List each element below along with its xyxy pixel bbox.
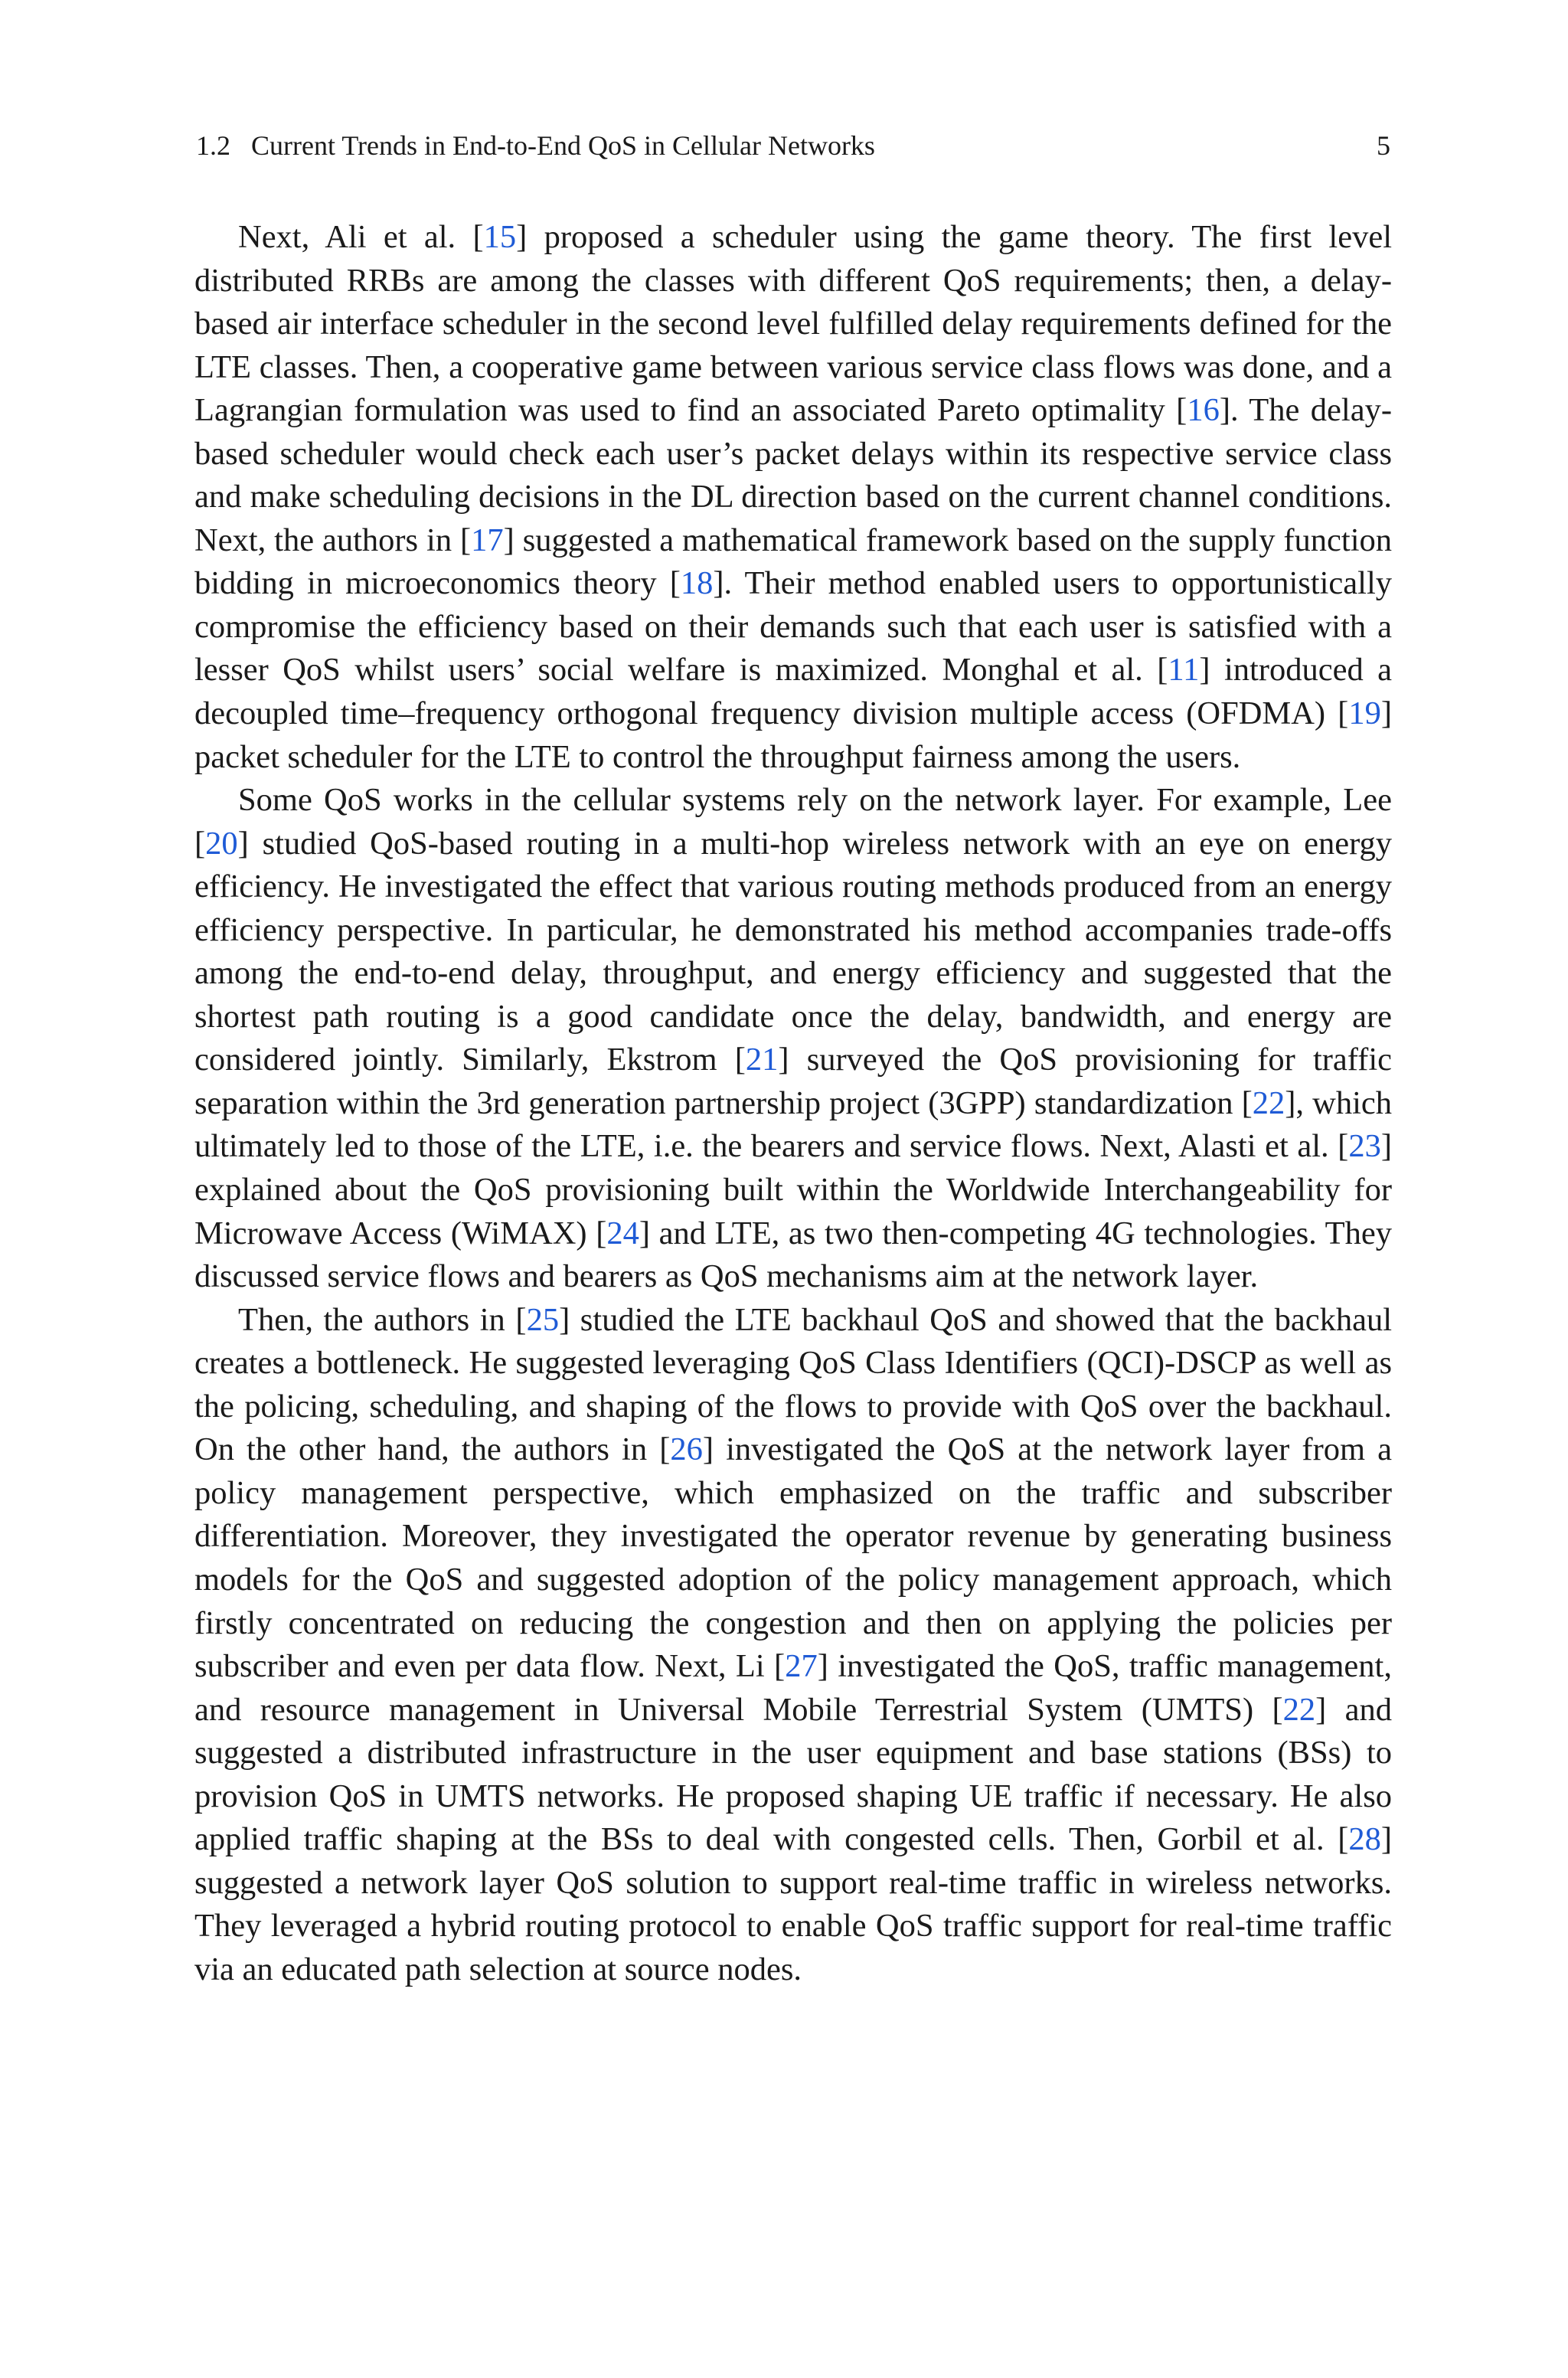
text-run: Next, Ali et al. [ [238,219,484,255]
text-run: ] investigated the QoS at the network layer from a policy management perspective, which emphasized on the traffic and subscriber differentiation. Moreover, they investigated the operator revenue by generating business models for the QoS and suggested adoption of the policy management approach, which firstly concentrated on reducing the congestion and then on applying the policies per subscriber and even per data flow. Next, Li [ [194,1431,1392,1685]
text-run: ]. Their method enabled users to opportunistically compromise the efficiency based on their demands such that each user is satisfied with a lesser QoS whilst users’ social welfare is maximized. Monghal et al. [ [194,565,1393,689]
text-run: ] packet scheduler for the LTE to control the throughput fairness among the users. [194,695,1392,775]
citation-link[interactable]: 22 [1252,1084,1285,1121]
citation-link[interactable]: 17 [471,522,504,558]
section-heading [196,127,875,164]
citation-link[interactable]: 21 [745,1042,779,1078]
citation-link[interactable]: 15 [483,219,517,255]
citation-link[interactable]: 24 [606,1215,639,1251]
citation-link[interactable]: 27 [785,1648,818,1685]
citation-link[interactable]: 23 [1348,1128,1381,1165]
citation-link[interactable]: 26 [670,1431,703,1468]
running-head [196,127,1390,164]
text-run: ], which ultimately led to those of the LTE, i.e. the bearers and service flows. Next, Alasti et al. [ [194,1084,1392,1165]
section-title: Current Trends in End-to-End QoS in Cellular Networks [251,130,875,161]
text-run: ] studied the LTE backhaul QoS and showed that the backhaul creates a bottleneck. He suggested leveraging QoS Class Identifiers (QCI)-DSCP as well as the policing, scheduling, and shaping of the flows to provide with QoS over the backhaul. On the other hand, the authors in [ [194,1301,1393,1468]
text-run: ] and suggested a distributed infrastructure in the user equipment and base stations (BSs) to provision QoS in UMTS networks. He proposed shaping UE traffic if necessary. He also applied traffic shaping at the BSs to deal with congested cells. Then, Gorbil et al. [ [194,1691,1392,1858]
citation-link[interactable]: 25 [526,1301,560,1338]
paragraph [194,779,1392,1299]
text-run: ] studied QoS-based routing in a multi-hop wireless network with an eye on energy efficiency. He investigated the effect that various routing methods produced from an energy efficiency perspective. In particular, he demonstrated his method accompanies trade-offs among the end-to-end delay, throughput, and energy efficiency and suggested that the shortest path routing is a good candidate once the delay, bandwidth, and energy are considered jointly. Similarly, Ekstrom [ [194,825,1392,1078]
text-run: ] suggested a network layer QoS solution to support real-time traffic in wireless networks. They leveraged a hybrid routing protocol to enable QoS traffic support for real-time traffic via an educated path selection at source nodes. [194,1821,1392,1987]
text-run: ] surveyed the QoS provisioning for traffic separation within the 3rd generation partnership project (3GPP) standardization [ [194,1042,1392,1121]
citation-link[interactable]: 11 [1168,652,1200,689]
text-run: ] introduced a decoupled time–frequency orthogonal frequency division multiple access (OFDMA) [ [194,652,1392,732]
paragraph [194,216,1392,779]
text-run: ] explained about the QoS provisioning built within the Worldwide Interchangeability for Microwave Access (WiMAX) [ [194,1128,1392,1251]
text-run: ]. The delay-based scheduler would check each user’s packet delays within its respective service class and make scheduling decisions in the DL direction based on the current channel conditions. Next, the authors in [ [194,392,1392,558]
citation-link[interactable]: 18 [680,565,714,602]
section-number: 1.2 [196,130,230,161]
text-run: Then, the authors in [ [238,1301,527,1338]
page-number: 5 [1377,130,1390,161]
text-run: ] suggested a mathematical framework based on the supply function bidding in microeconomics theory [ [194,522,1392,602]
paragraph [194,1299,1392,1992]
citation-link[interactable]: 16 [1187,392,1220,429]
text-run: Some QoS works in the cellular systems rely on the network layer. For example, Lee [ [194,782,1392,862]
text-run: ] and LTE, as two then-competing 4G technologies. They discussed service flows and bearers as QoS mechanisms aim at the network layer. [194,1215,1392,1295]
citation-link[interactable]: 20 [205,825,238,862]
citation-link[interactable]: 28 [1348,1821,1381,1858]
citation-link[interactable]: 19 [1348,695,1381,732]
body-text [194,216,1392,1991]
citation-link[interactable]: 22 [1282,1691,1316,1728]
text-run: ] investigated the QoS, traffic management, and resource management in Universal Mobile Terrestrial System (UMTS) [ [194,1648,1392,1728]
text-run: ] proposed a scheduler using the game theory. The first level distributed RRBs are among the classes with different QoS requirements; then, a delay-based air interface scheduler in the second level fulfilled delay requirements defined for the LTE classes. Then, a cooperative game between various service class flows was done, and a Lagrangian formulation was used to find an associated Pareto optimality [ [194,219,1392,429]
